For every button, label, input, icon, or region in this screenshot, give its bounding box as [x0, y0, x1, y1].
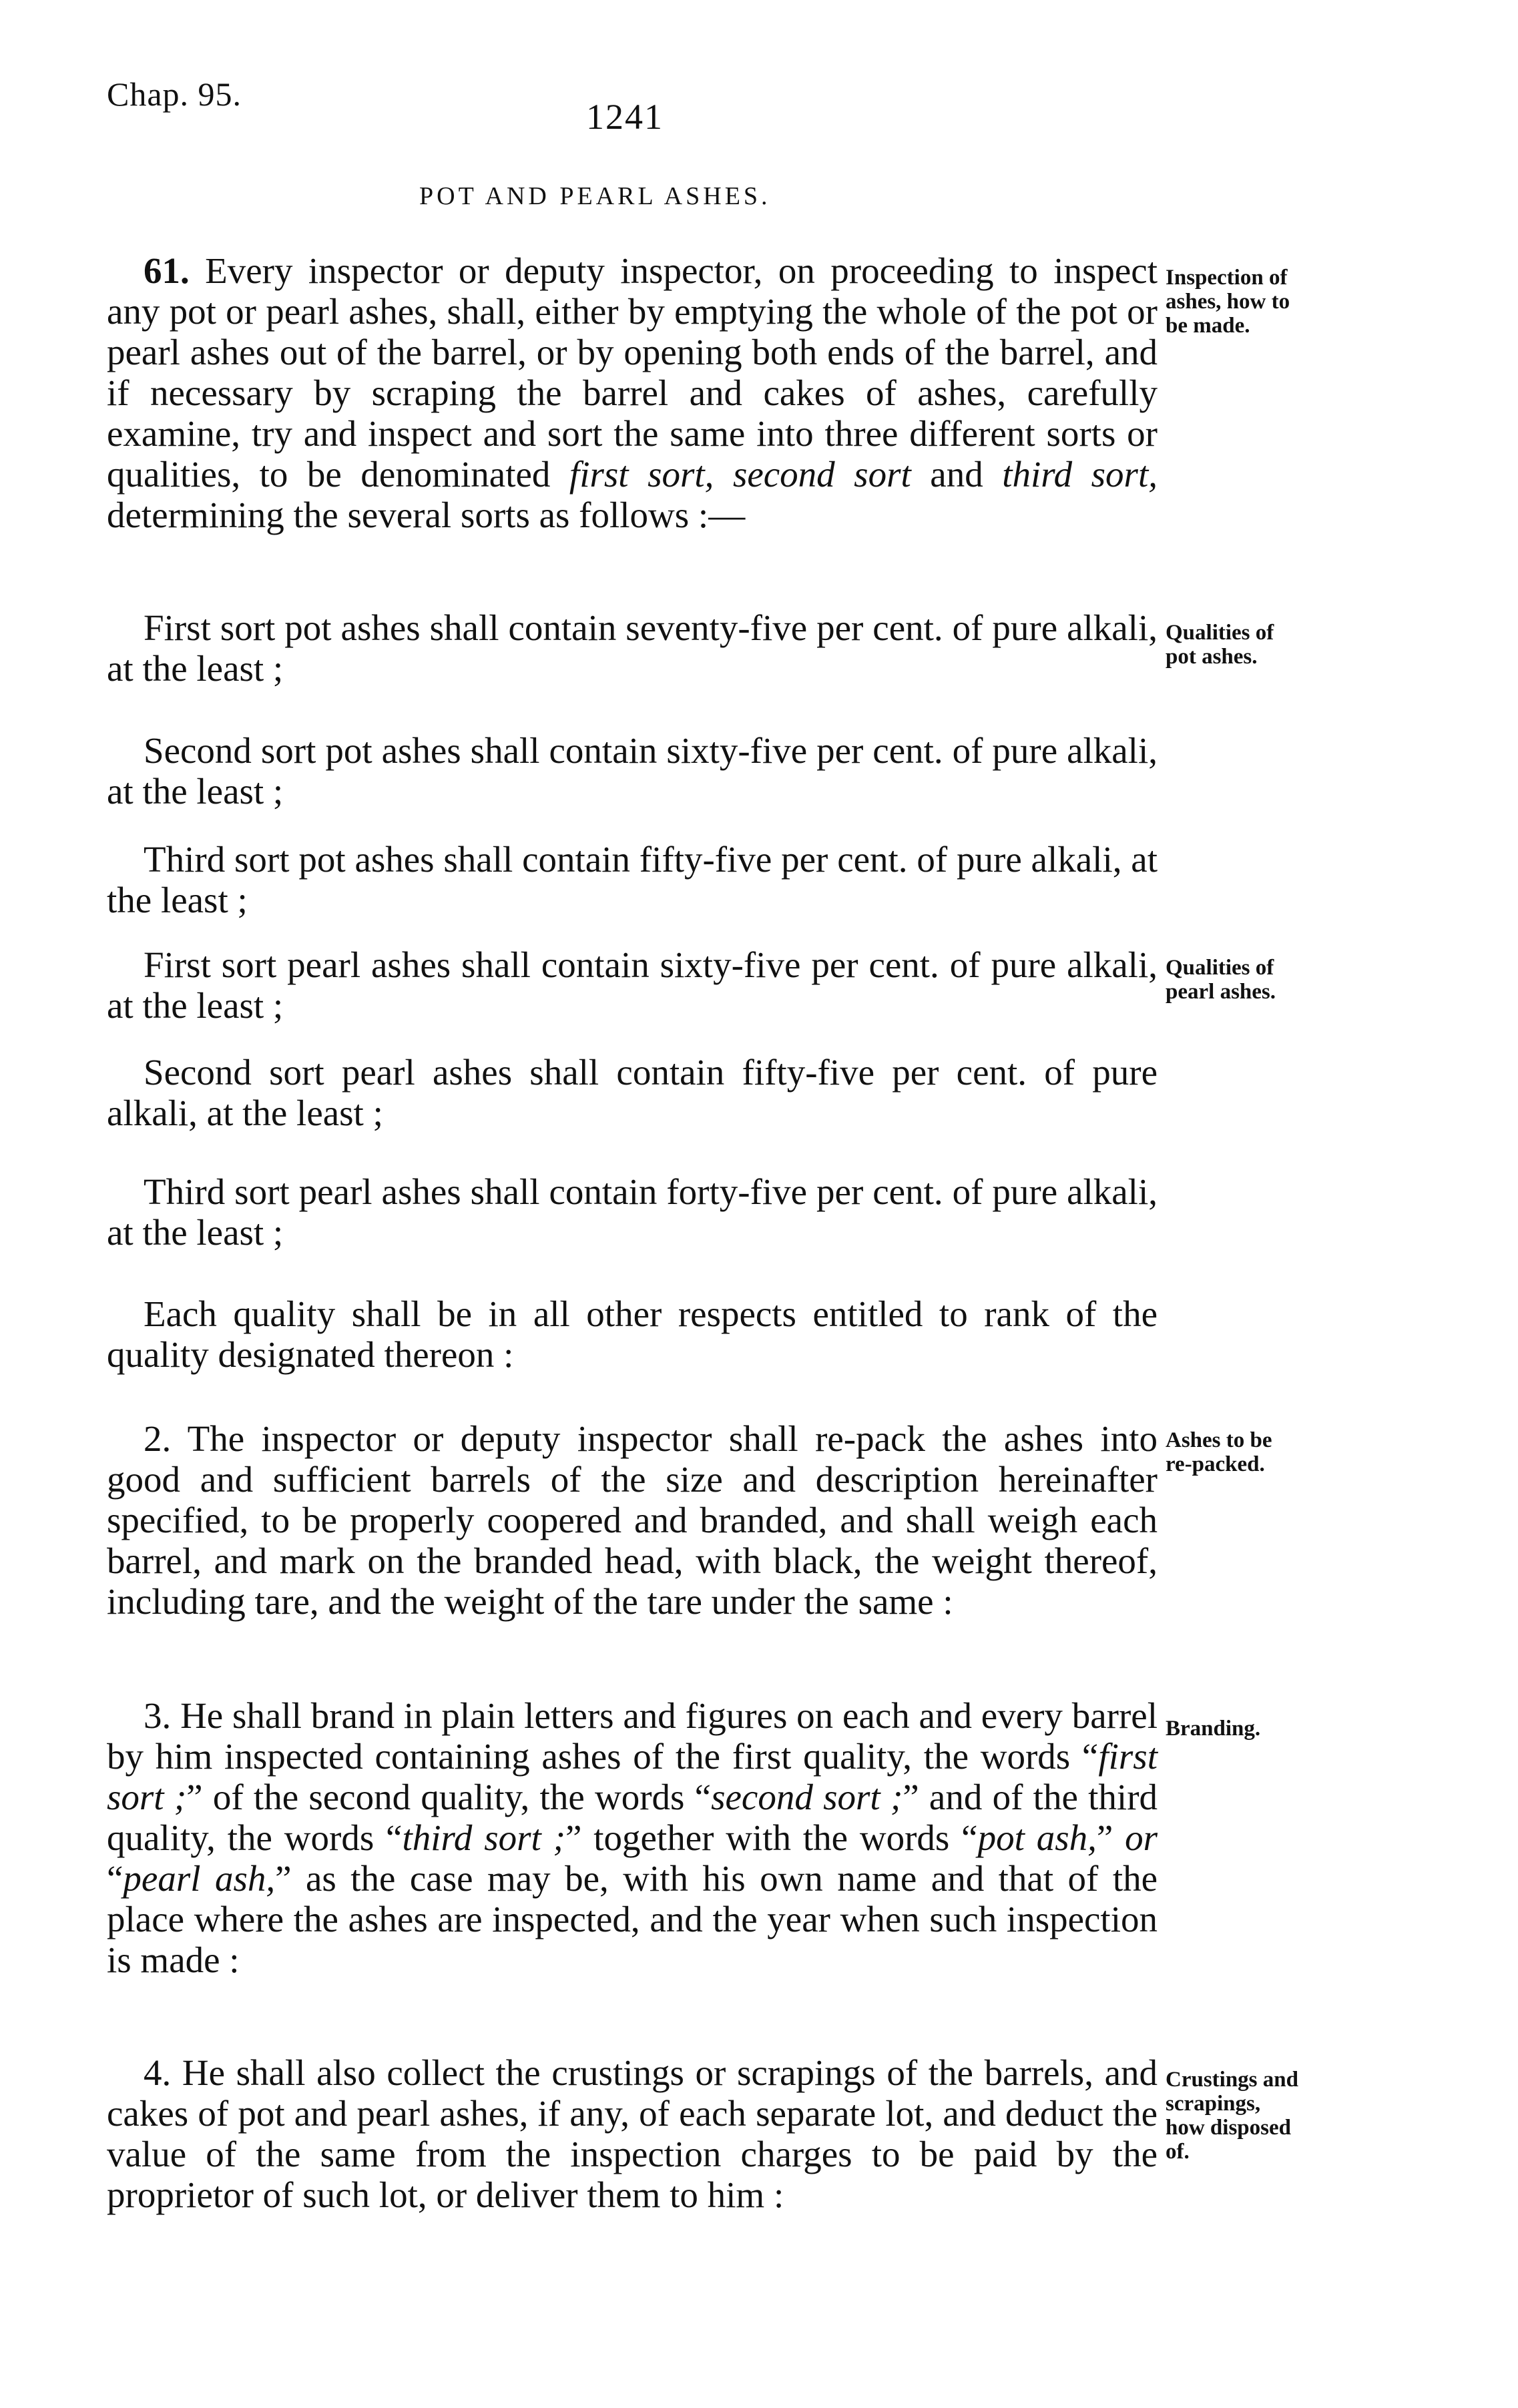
page-number: 1241 — [586, 97, 664, 137]
margin-note-pearl-qualities: Qualities of pearl ashes. — [1166, 956, 1276, 1004]
term-second-sort: second sort — [732, 454, 911, 495]
term-second-sort: second sort ; — [711, 1777, 903, 1817]
quality-paragraph — [107, 839, 1158, 920]
term-or: or — [1125, 1817, 1158, 1858]
term-third-sort: third sort ; — [402, 1817, 565, 1858]
paragraph-2 — [107, 1418, 1158, 1622]
margin-note-repacked: Ashes to be re-packed. — [1166, 1428, 1272, 1476]
term-first-sort: first sort ; — [107, 1736, 1158, 1817]
quality-text: First sort pot ashes shall contain seventy-five per cent. of pure alkali, at the least ; — [107, 607, 1158, 689]
margin-note-pot-qualities: Qualities of pot ashes. — [1166, 621, 1274, 669]
quality-text: Each quality shall be in all other respects entitled to rank of the quality designated thereon : — [107, 1293, 1158, 1375]
chapter-label: Chap. 95. — [107, 75, 242, 113]
margin-note-inspection: Inspection of ashes, how to be made. — [1166, 266, 1290, 338]
term-first-sort: first sort, — [569, 454, 714, 495]
quality-paragraph — [107, 1293, 1158, 1375]
quality-text: Third sort pot ashes shall contain fifty-five per cent. of pure alkali, at the least ; — [107, 839, 1158, 920]
page-title: POT AND PEARL ASHES. — [419, 182, 771, 210]
text-span: ” and of the third quality, the words “ — [107, 1777, 1158, 1858]
paragraph-3 — [107, 1695, 1158, 1980]
margin-note-branding: Branding. — [1166, 1717, 1261, 1741]
text-span: ” of the second quality, the words “ — [186, 1777, 712, 1817]
text-span: “ — [107, 1858, 123, 1899]
quality-text: Second sort pot ashes shall contain sixty-five per cent. of pure alkali, at the least ; — [107, 730, 1158, 812]
text-span: 3. He shall brand in plain letters and figures on each and every barrel by him inspected containing ashes of the first quality, the words “ — [107, 1695, 1158, 1777]
section-number: 61. — [144, 250, 190, 291]
quality-paragraph — [107, 944, 1158, 1026]
term-pearl-ash: pearl ash, — [123, 1858, 276, 1899]
paragraph-4 — [107, 2052, 1158, 2215]
margin-note-crustings: Crustings and scrapings, how disposed of. — [1166, 2068, 1298, 2164]
text-span: and — [911, 454, 1003, 495]
text-span: ” — [1096, 1817, 1125, 1858]
term-pot-ash: pot ash, — [977, 1817, 1097, 1858]
text-span: ” as the case may be, with his own name and that of the place where the ashes are inspected, and the year when such inspection is made : — [107, 1858, 1158, 1980]
quality-paragraph — [107, 1052, 1158, 1133]
paragraph-4-text: 4. He shall also collect the crustings or scrapings of the barrels, and cakes of pot and pearl ashes, if any, of each separate lot, and deduct the value of the same from the inspection charges to be paid by the proprietor of such lot, or deliver them to him : — [107, 2052, 1158, 2215]
text-span: ” together with the words “ — [565, 1817, 978, 1858]
paragraph-2-text: 2. The inspector or deputy inspector shall re-pack the ashes into good and sufficient barrels of the size and description hereinafter specified, to be properly coopered and branded, and shall weigh each barrel, and mark on the branded head, with black, the weight thereof, including tare, and the weight of the tare under the same : — [107, 1418, 1158, 1622]
term-third-sort: third sort, — [1002, 454, 1158, 495]
text-span — [714, 454, 733, 495]
quality-text: First sort pearl ashes shall contain sixty-five per cent. of pure alkali, at the least ; — [107, 944, 1158, 1026]
quality-paragraph — [107, 730, 1158, 812]
text-span: determining the several sorts as follows :— — [107, 495, 746, 535]
quality-text: Third sort pearl ashes shall contain forty-five per cent. of pure alkali, at the least ; — [107, 1171, 1158, 1253]
section-61-text: Every inspector or deputy inspector, on proceeding to inspect any pot or pearl ashes, shall, either by emptying the whole of the pot or pearl ashes out of the barrel, or by opening both ends of the barrel, and if necessary by scraping the barrel and cakes of ashes, carefully examine, try and inspect and sort the same into three different sorts or qualities, to be denominated — [107, 250, 1158, 495]
quality-text: Second sort pearl ashes shall contain fifty-five per cent. of pure alkali, at the least ; — [107, 1052, 1158, 1133]
quality-paragraph — [107, 607, 1158, 689]
quality-paragraph — [107, 1171, 1158, 1253]
section-61-paragraph — [107, 250, 1158, 535]
